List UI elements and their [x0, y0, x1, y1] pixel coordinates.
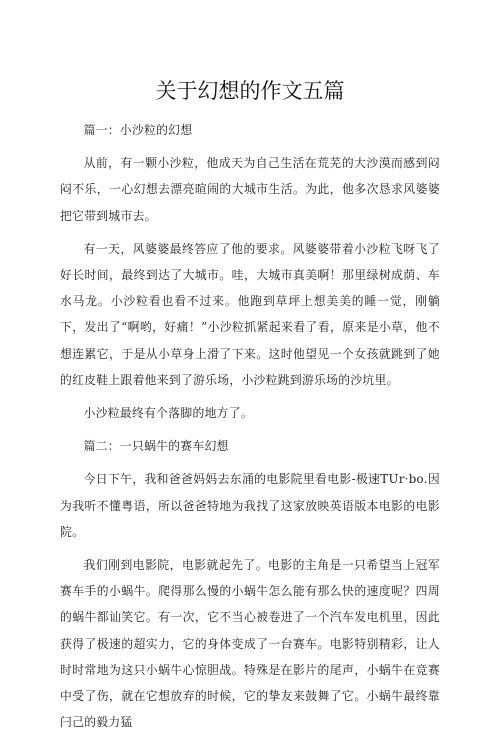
- document-body: [60, 117, 440, 742]
- paragraph: 有一天，风婆婆最终答应了他的要求。风婆婆带着小沙粒飞呀飞了好长时间，最终到达了大城市。哇，大城市真美啊！那里绿树成荫、车水马龙。小沙粒看也看不过来。他跑到草坪上想美美的睡一觉，刚躺下，发出了“啊哟，好痛！”小沙粒抓紧起来看了看，原来是小草，他不想连累它，于是从小草身上滑了下来。这时他望见一个女孩就跳到了她的红皮鞋上跟着他来到了游乐场，小沙粒跳到游乐场的沙坑里。: [60, 241, 440, 387]
- section-heading-1: 篇一：小沙粒的幻想: [83, 123, 193, 137]
- paragraph: 今日下午，我和爸爸妈妈去东涌的电影院里看电影-极速TUr·bo.因为我听不懂粤语，所以爸爸特地为我找了这家放映英语版本电影的电影院。: [60, 472, 440, 539]
- document-title: 关于幻想的作文五篇: [155, 79, 345, 103]
- section-heading-2: 篇二：一只蜗牛的赛车幻想: [83, 439, 229, 454]
- paragraph: 小沙粒最终有个落脚的地方了。: [83, 406, 253, 421]
- paragraph: 我们刚到电影院，电影就起先了。电影的主角是一只希望当上冠军赛车手的小蜗牛。爬得那么慢的小蜗牛怎么能有那么快的速度呢？四周的蜗牛都讪笑它。有一次，它不当心被卷进了一个汽车发电机里，因此获得了极速的超实力，它的身体变成了一台赛车。电影特别精彩，让人时时常地为这只小蜗牛心惊胆战。特殊是在影片的尾声，小蜗牛在竞赛中受了伤，就在它想放弃的时候，它的挚友来鼓舞了它。小蜗牛最终靠闩己的毅力猛: [60, 558, 440, 730]
- paragraph: 从前，有一颗小沙粒，他成天为自己生活在荒芜的大沙漠而感到闷闷不乐，一心幻想去漂亮暄闹的大城市生活。为此，他多次恳求风婆婆把它带到城市去。: [60, 156, 440, 223]
